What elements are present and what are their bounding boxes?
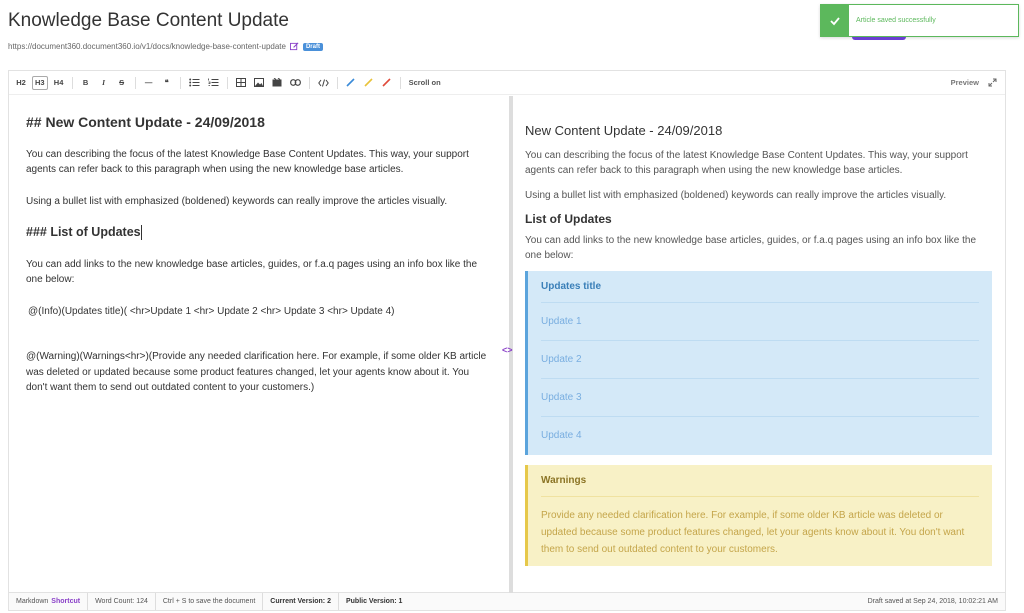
toolbar-divider	[400, 77, 401, 89]
info-box-item: Update 4	[541, 429, 582, 441]
resize-handle-icon[interactable]: <>	[502, 345, 513, 355]
success-toast[interactable]	[820, 4, 1019, 37]
md-heading-h2[interactable]: ## New Content Update - 24/09/2018	[26, 114, 265, 130]
publish-button-edge[interactable]	[852, 37, 906, 40]
numbered-list-icon[interactable]	[206, 76, 221, 90]
markdown-source-pane[interactable]	[9, 96, 509, 593]
md-paragraph[interactable]: Using a bullet list with emphasized (boldened) keywords can really improve the articles visually.	[26, 195, 448, 207]
save-hint: Ctrl + S to save the document	[156, 593, 263, 610]
toolbar-divider	[309, 77, 310, 89]
info-box-title: Updates title	[541, 271, 979, 303]
md-paragraph[interactable]: You can add links to the new knowledge base articles, guides, or f.a.q pages using an info box like the one below:	[26, 258, 478, 285]
preview-paragraph: Using a bullet list with emphasized (boldened) keywords can really improve the articles visually.	[525, 189, 947, 201]
preview-paragraph: You can describing the focus of the latest Knowledge Base Content Updates. This way, your support agents can refer back to this paragraph when using the new knowledge base articles.	[525, 149, 968, 176]
shortcut-link[interactable]: Shortcut	[51, 598, 81, 605]
image-icon[interactable]	[252, 76, 266, 90]
preview-button[interactable]: Preview	[950, 78, 979, 87]
italic-button[interactable]: I	[102, 78, 106, 87]
toolbar-divider	[135, 77, 136, 89]
preview-heading-h2: New Content Update - 24/09/2018	[525, 123, 723, 138]
draft-badge: Draft	[303, 43, 323, 51]
strikethrough-button[interactable]: S	[119, 78, 125, 87]
pen-red-icon[interactable]	[380, 76, 394, 90]
pen-yellow-icon[interactable]	[362, 76, 376, 90]
toast-message: Article saved successfully	[856, 17, 936, 24]
article-url-row	[8, 42, 323, 51]
preview-paragraph: You can add links to the new knowledge base articles, guides, or f.a.q pages using an info box like the one below:	[525, 234, 977, 261]
table-icon[interactable]	[234, 76, 248, 90]
link-icon[interactable]	[288, 76, 303, 90]
check-icon	[821, 5, 849, 36]
bullet-list-icon[interactable]	[187, 76, 202, 90]
h2-button[interactable]: H2	[16, 78, 26, 87]
edit-icon[interactable]	[290, 42, 299, 51]
word-count: Word Count: 124	[88, 593, 156, 610]
video-icon[interactable]	[270, 76, 284, 90]
md-heading-h3-text: ### List of Updates	[26, 225, 141, 239]
markdown-mode-indicator	[9, 593, 88, 610]
warning-box-body: Provide any needed clarification here. For example, if some older KB article was deleted or updated because some product features changed, let your agents know about it. You don't want them to send out outdated content to your customers.	[541, 509, 965, 555]
toolbar-divider	[227, 77, 228, 89]
public-version	[339, 593, 409, 610]
article-url: https://document360.document360.io/v1/docs/knowledge-base-content-update	[8, 42, 286, 51]
current-version	[263, 593, 339, 610]
info-box-item: Update 2	[541, 341, 979, 379]
text-cursor	[141, 225, 142, 240]
warning-box	[525, 465, 992, 566]
editor-toolbar	[9, 71, 1005, 95]
h4-button[interactable]: H4	[53, 78, 64, 87]
toolbar-divider	[337, 77, 338, 89]
info-box-item: Update 1	[541, 303, 979, 341]
preview-pane	[513, 96, 1005, 593]
scroll-sync-toggle[interactable]: Scroll on	[408, 78, 441, 87]
info-box	[525, 271, 992, 455]
horizontal-rule-button[interactable]: —	[144, 78, 153, 87]
md-paragraph[interactable]: You can describing the focus of the latest Knowledge Base Content Updates. This way, your support agents can refer back to this paragraph when using the new knowledge base articles.	[26, 148, 469, 175]
page-title[interactable]: Knowledge Base Content Update	[8, 10, 289, 31]
markdown-label: Markdown	[16, 598, 49, 605]
draft-saved-status: Draft saved at Sep 24, 2018, 10:02:21 AM	[867, 598, 998, 605]
toolbar-divider	[72, 77, 73, 89]
expand-icon[interactable]	[988, 78, 997, 87]
public-version-text: Public Version: 1	[345, 598, 403, 605]
toolbar-divider	[180, 77, 181, 89]
h3-button[interactable]: H3	[32, 76, 48, 90]
md-warning-macro[interactable]: @(Warning)(Warnings<hr>)(Provide any needed clarification here. For example, if some older KB article was deleted or updated because some product features changed, let your agents know about it. You don't want them to send out outdated content to your customers.)	[26, 351, 487, 393]
code-icon[interactable]	[316, 76, 331, 90]
editor-status-bar	[8, 593, 1006, 611]
quote-button[interactable]: ❝	[164, 78, 169, 87]
bold-button[interactable]: B	[82, 78, 89, 87]
preview-heading-h3: List of Updates	[525, 212, 612, 226]
info-box-item: Update 3	[541, 379, 979, 417]
current-version-text: Current Version: 2	[270, 598, 331, 605]
warning-box-title: Warnings	[541, 465, 979, 497]
md-info-macro[interactable]: @(Info)(Updates title)( <hr>Update 1 <hr> Update 2 <hr> Update 3 <hr> Update 4)	[28, 305, 395, 317]
md-heading-h3[interactable]	[26, 225, 492, 241]
markdown-editor	[8, 70, 1006, 593]
pen-blue-icon[interactable]	[344, 76, 358, 90]
